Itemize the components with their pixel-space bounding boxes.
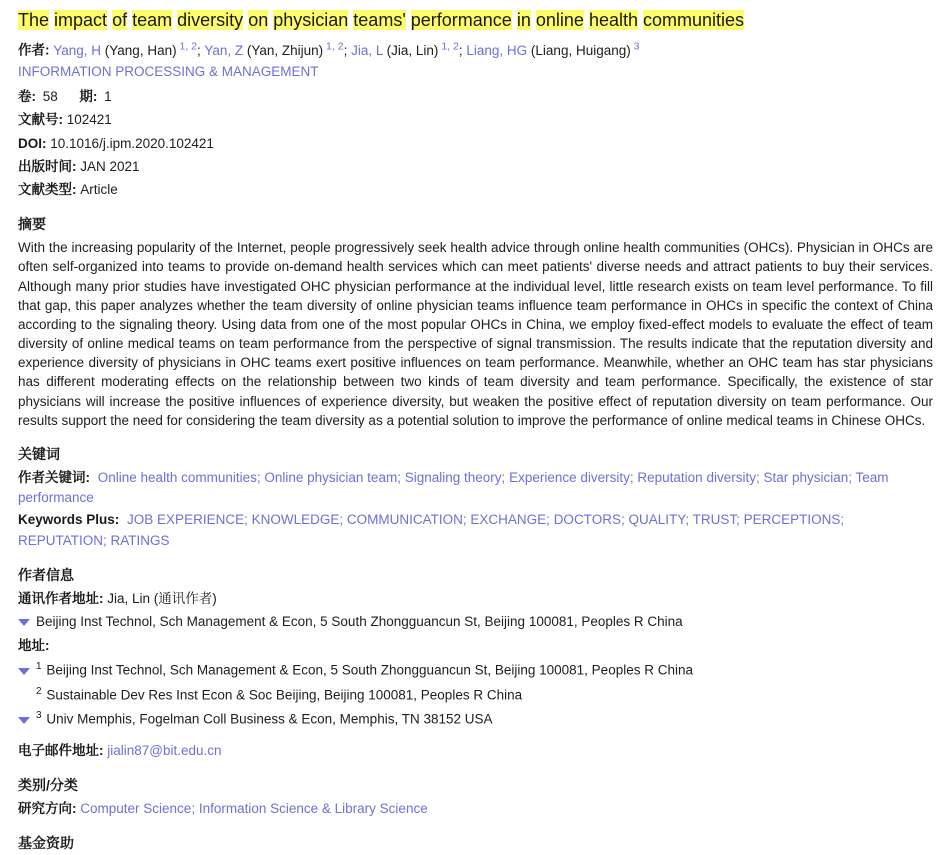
author-info-heading: 作者信息	[18, 566, 74, 583]
author-link[interactable]: Jia, L	[351, 42, 383, 58]
author-affiliation-marker[interactable]: 1, 2	[176, 40, 198, 53]
address-text: Sustainable Dev Res Inst Econ & Soc Beijing, Beijing 100081, Peoples R China	[42, 687, 523, 703]
keyword-separator: ;	[256, 469, 265, 485]
reprint-address-row	[18, 589, 933, 609]
abstract-text: With the increasing popularity of the Internet, people progressively seek health advice through online health communities (OHCs). Physician in OHCs are often self-organized into teams to provide on-demand health services which can meet patients' diverse needs and attract patients to buy their services. Although many prior studies have investigated OHC physician performance at the individual level, little research exists on team level performance. To fill that gap, this paper analyzes whether the team diversity of online physician teams influence team performance in OHCs in specific the context of China according to the signaling theory. Using data from one of the most popular OHCs in China, we employ fixed-effect models to evaluate the effect of team diversity of online medical teams on team performance from the perspective of signal transmission. The results indicate that the reputation diversity and experience diversity of physicians in OHC teams exert positive influences on team performance. Meanwhile, whether an OHC team has star physicians has different moderating effects on the relationship between two kinds of team diversity and team performance. Specifically, the existence of star physicians will increase the positive influences of experience diversity, but weaken the positive effect of reputation diversity on team performance. Our results support the need for considering the team diversity as a potential solution to improve the performance of online medical teams in Chinese OHCs.	[18, 240, 933, 428]
keyword-plus-link[interactable]: JOB EXPERIENCE	[127, 512, 245, 528]
author-full-name: (Yang, Han)	[101, 42, 177, 58]
page-title	[0, 0, 951, 36]
keyword-separator: ;	[685, 512, 693, 528]
author-full-name: (Jia, Lin)	[382, 42, 439, 58]
published-label: 出版时间:	[18, 158, 77, 174]
author-keyword-link[interactable]: Experience diversity	[509, 469, 630, 485]
address-text: Univ Memphis, Fogelman Coll Business & Econ, Memphis, TN 38152 USA	[42, 711, 493, 727]
keyword-separator: ;	[244, 512, 252, 528]
article-number-row	[18, 110, 933, 130]
title-word: diversity	[177, 10, 244, 30]
keyword-separator: ;	[339, 512, 347, 528]
title-word: The	[18, 10, 50, 30]
author-keyword-link[interactable]: Online physician team	[264, 469, 398, 485]
title-word: online	[535, 10, 584, 30]
authors-list	[53, 40, 640, 58]
title-word: in	[516, 10, 531, 30]
title-word: team	[132, 10, 173, 30]
keyword-separator: ;	[397, 469, 405, 485]
author-affiliation-marker[interactable]: 3	[630, 40, 640, 53]
volume-value: 58	[42, 89, 58, 105]
title-word: of	[112, 10, 128, 30]
keyword-separator: ;	[736, 512, 744, 528]
keywords-heading: 关键词	[18, 445, 60, 462]
keyword-plus-link[interactable]: DOCTORS	[553, 512, 621, 528]
keyword-separator: ;	[840, 512, 845, 528]
email-link[interactable]: jialin87@bit.edu.cn	[107, 742, 222, 758]
address-row	[18, 659, 933, 681]
journal-link[interactable]: INFORMATION PROCESSING & MANAGEMENT	[18, 64, 319, 80]
doi-label: DOI:	[18, 135, 47, 151]
address-row	[18, 708, 933, 730]
keywords-plus-row	[18, 510, 933, 551]
research-area-link[interactable]: Computer Science	[80, 800, 192, 816]
addresses-label-row	[18, 636, 933, 656]
keyword-separator: ;	[501, 469, 510, 485]
email-label: 电子邮件地址:	[18, 742, 104, 758]
email-row	[18, 741, 933, 761]
author-keywords-label: 作者关键词:	[18, 469, 90, 485]
author-full-name: (Yan, Zhijun)	[243, 42, 324, 58]
title-word: teams'	[353, 10, 406, 30]
author-affiliation-marker[interactable]: 1, 2	[323, 40, 344, 53]
author-full-name: (Liang, Huigang)	[527, 42, 631, 58]
keyword-separator: ;	[629, 469, 638, 485]
doctype-value: Article	[80, 182, 118, 198]
keyword-plus-link[interactable]: REPUTATION	[18, 532, 104, 548]
keyword-plus-link[interactable]: TRUST	[692, 512, 737, 528]
address-number: 2	[36, 685, 42, 697]
addresses-list	[18, 659, 933, 730]
title-word: performance	[410, 10, 512, 30]
article-number-value: 102421	[66, 112, 112, 128]
address-number: 1	[36, 661, 42, 673]
article-number-label: 文献号:	[18, 112, 63, 128]
author-keywords-row	[18, 468, 933, 509]
keyword-plus-link[interactable]: EXCHANGE	[470, 512, 547, 528]
keyword-separator: ;	[848, 469, 856, 485]
keyword-separator: ;	[755, 469, 764, 485]
keyword-separator: ;	[462, 512, 471, 528]
keyword-separator: ;	[103, 532, 111, 548]
published-value: JAN 2021	[80, 158, 140, 174]
author-link[interactable]: Yan, Z	[204, 42, 244, 58]
categories-heading: 类别/分类	[18, 776, 78, 793]
keyword-plus-link[interactable]: KNOWLEDGE	[251, 512, 340, 528]
keyword-plus-link[interactable]: COMMUNICATION	[346, 512, 463, 528]
address-number: 3	[36, 710, 42, 722]
keyword-separator: ;	[546, 512, 554, 528]
keywords-plus-list	[18, 512, 844, 547]
author-separator: ;	[343, 42, 348, 58]
author-keyword-link[interactable]: Online health communities	[97, 469, 257, 485]
author-keyword-link[interactable]: Star physician	[763, 469, 849, 485]
reprint-address-detail	[18, 612, 933, 633]
addresses-label: 地址:	[18, 638, 50, 654]
author-separator: ;	[197, 42, 201, 58]
expand-triangle-icon[interactable]	[18, 619, 30, 626]
volume-issue-row	[18, 87, 933, 107]
authors-row	[18, 39, 933, 61]
volume-label: 卷:	[18, 89, 36, 105]
address-row	[18, 684, 933, 706]
author-link[interactable]: Yang, H	[53, 42, 102, 58]
funding-heading: 基金资助	[18, 835, 74, 852]
expand-triangle-icon[interactable]	[18, 717, 30, 724]
keyword-plus-link[interactable]: QUALITY	[628, 512, 686, 528]
address-text: Beijing Inst Technol, Sch Management & Econ, 5 South Zhongguancun St, Beijing 100081, Peoples R China	[42, 662, 693, 678]
record-body	[0, 39, 951, 853]
author-keywords-list	[18, 470, 889, 505]
author-link[interactable]: Liang, HG	[466, 42, 528, 58]
reprint-address-text: Beijing Inst Technol, Sch Management & Econ, 5 South Zhongguancun St, Beijing 100081, Peoples R China	[36, 614, 683, 630]
author-keyword-link[interactable]: Reputation diversity	[637, 469, 756, 485]
doctype-label: 文献类型:	[18, 182, 77, 198]
author-keyword-link[interactable]: Team performance	[18, 469, 889, 506]
reprint-address-label: 通讯作者地址:	[18, 590, 104, 606]
keyword-plus-link[interactable]: RATINGS	[110, 532, 170, 548]
title-word: physician	[273, 10, 349, 30]
research-areas-label: 研究方向:	[18, 800, 77, 816]
author-affiliation-marker[interactable]: 1, 2	[438, 40, 459, 53]
research-areas-list	[80, 801, 427, 816]
keyword-separator: ;	[620, 512, 629, 528]
reprint-author-value: Jia, Lin (通讯作者)	[107, 590, 217, 606]
author-keyword-link[interactable]: Signaling theory	[404, 469, 502, 485]
research-area-link[interactable]: Information Science & Library Science	[198, 800, 428, 816]
issue-value: 1	[104, 89, 112, 105]
authors-label: 作者:	[18, 42, 50, 58]
title-word: impact	[54, 10, 108, 30]
doctype-row	[18, 180, 933, 200]
author-separator: ;	[458, 42, 463, 58]
doi-row	[18, 134, 933, 154]
expand-triangle-icon[interactable]	[18, 668, 30, 675]
research-areas-row	[18, 799, 933, 819]
issue-label: 期:	[79, 89, 98, 105]
title-word: on	[248, 10, 269, 30]
title-space	[406, 10, 411, 30]
keyword-plus-link[interactable]: PERCEPTIONS	[743, 512, 841, 528]
title-word: health	[588, 10, 638, 30]
research-area-separator: ;	[191, 800, 199, 816]
title-word: communities	[643, 10, 745, 30]
published-row	[18, 157, 933, 177]
doi-value: 10.1016/j.ipm.2020.102421	[50, 135, 214, 151]
keywords-plus-label: Keywords Plus:	[18, 512, 120, 528]
abstract-heading: 摘要	[18, 216, 46, 233]
